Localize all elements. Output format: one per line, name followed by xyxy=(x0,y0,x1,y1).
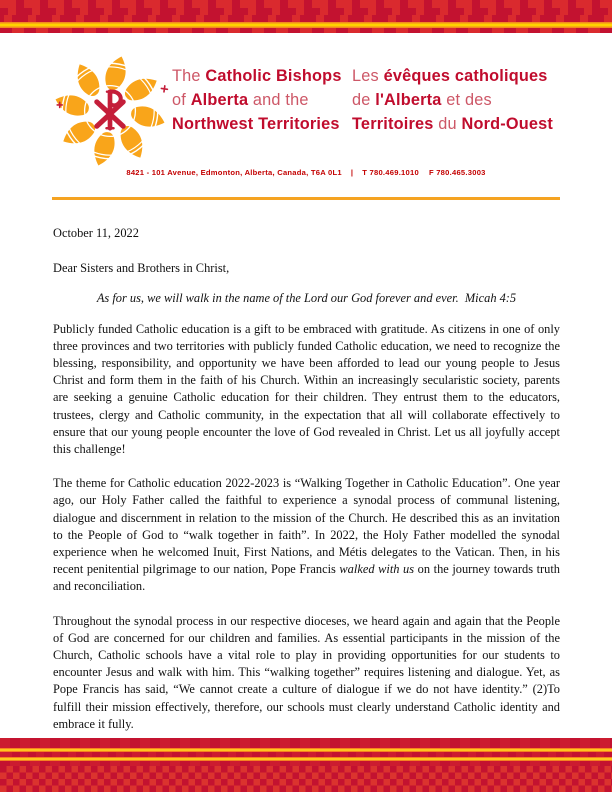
header-text-bold: Alberta xyxy=(190,91,249,109)
paragraph-2-italic: walked with us xyxy=(339,562,415,577)
paragraph-2-text: The theme for Catholic education 2022-2023 is “Walking Together in Catholic Education”. One year ago, our Holy Father called the faithful to experience a synodal process of communal listening, dialogue and discernment in relation to the mission of the Church. He described this as an invitation to the People of God to “walk together in faith”. In 2022, the Holy Father modelled the synodal experience when he welcomed Inuit, First Nations, and Métis delegates to the Vatican. Then, in his recent penitential pilgrimage to our nation, Pope Francis xyxy=(53,476,560,577)
top-border-row xyxy=(0,15,612,22)
chi-rho-flower-logo-icon xyxy=(46,55,174,167)
header-en-line2 xyxy=(172,88,342,112)
letter-date: October 11, 2022 xyxy=(53,226,139,240)
bottom-border-checker xyxy=(0,766,612,792)
letter-salutation: Dear Sisters and Brothers in Christ, xyxy=(53,261,230,276)
paragraph-2-text: on the journey towards truth and reconciliation. xyxy=(53,562,561,594)
header-en-line3 xyxy=(172,112,342,136)
header-text-bold: Catholic Bishops xyxy=(205,67,342,85)
separator: | xyxy=(350,168,354,177)
bottom-border-row xyxy=(0,738,612,748)
paragraph-3: Throughout the synodal process in our respective dioceses, we heard again and again that the People of God are concerned for our children and families. As essential participants in the mission of the Church, Catholic schools have a vital role to play in providing opportunities for our students to encounter Jesus and walk with him. This “walking together” requires listening and dialogue. Yet, as Pope Francis has said, “We cannot create a culture of dialogue if we do not have identity.” (2)To fulfill their mission effectively, therefore, our schools must clearly understand Catholic identity and embrace it fully. xyxy=(53,613,560,731)
header-text: et des xyxy=(441,91,492,109)
top-border-pattern xyxy=(0,0,612,33)
header-title-fr xyxy=(352,64,553,136)
header-text-bold: Northwest Territories xyxy=(172,115,340,133)
header-text-bold: l'Alberta xyxy=(375,91,442,109)
header-text-bold: Territoires xyxy=(352,115,434,133)
header-fr-line2 xyxy=(352,88,553,112)
header-text: du xyxy=(433,115,462,133)
address-text: 8421 - 101 Avenue, Edmonton, Alberta, Canada, T6A 0L1 xyxy=(126,168,342,177)
header-en-line1 xyxy=(172,64,342,88)
header-text: of xyxy=(172,91,191,109)
top-border-row xyxy=(0,28,612,33)
header-text: and the xyxy=(248,91,309,109)
letter-body xyxy=(53,225,560,750)
top-border-row xyxy=(0,0,612,8)
header-fr-line3 xyxy=(352,112,553,136)
top-border-row xyxy=(0,8,612,15)
paragraph-2 xyxy=(53,475,560,595)
header-fr-line1 xyxy=(352,64,553,88)
header-text: The xyxy=(172,67,206,85)
paragraph-1: Publicly funded Catholic education is a gift to be embraced with gratitude. As citizens in one of only three provinces and two territories with publicly funded Catholic education, we need to recognize the blessing, responsibility, and opportunity we have been afforded to lead our young people to Jesus Christ and form them in the faith of his Church. Within an increasingly secularistic society, parents are seeking a genuine Catholic education for their children. They entrust them to the educators, trustees, clergy and Catholic community, in the expectation that all will collaborate effectively to ensure that our young people encounter the love of God revealed in Christ. Let us all joyfully accept this challenge! xyxy=(53,321,560,457)
scripture-quote: As for us, we will walk in the name of the Lord our God forever and ever. Micah 4:5 xyxy=(96,291,517,306)
header-text: de xyxy=(352,91,376,109)
contact-line xyxy=(0,168,612,177)
gold-divider-rule xyxy=(52,197,560,200)
header-text-bold: évêques catholiques xyxy=(383,67,548,85)
fax-text: F 780.465.3003 xyxy=(428,168,486,177)
header-text-bold: Nord-Ouest xyxy=(461,115,554,133)
header-title-en xyxy=(172,64,342,136)
phone-text: T 780.469.1010 xyxy=(362,168,419,177)
bottom-border-pattern xyxy=(0,738,612,792)
header-text: Les xyxy=(352,67,384,85)
